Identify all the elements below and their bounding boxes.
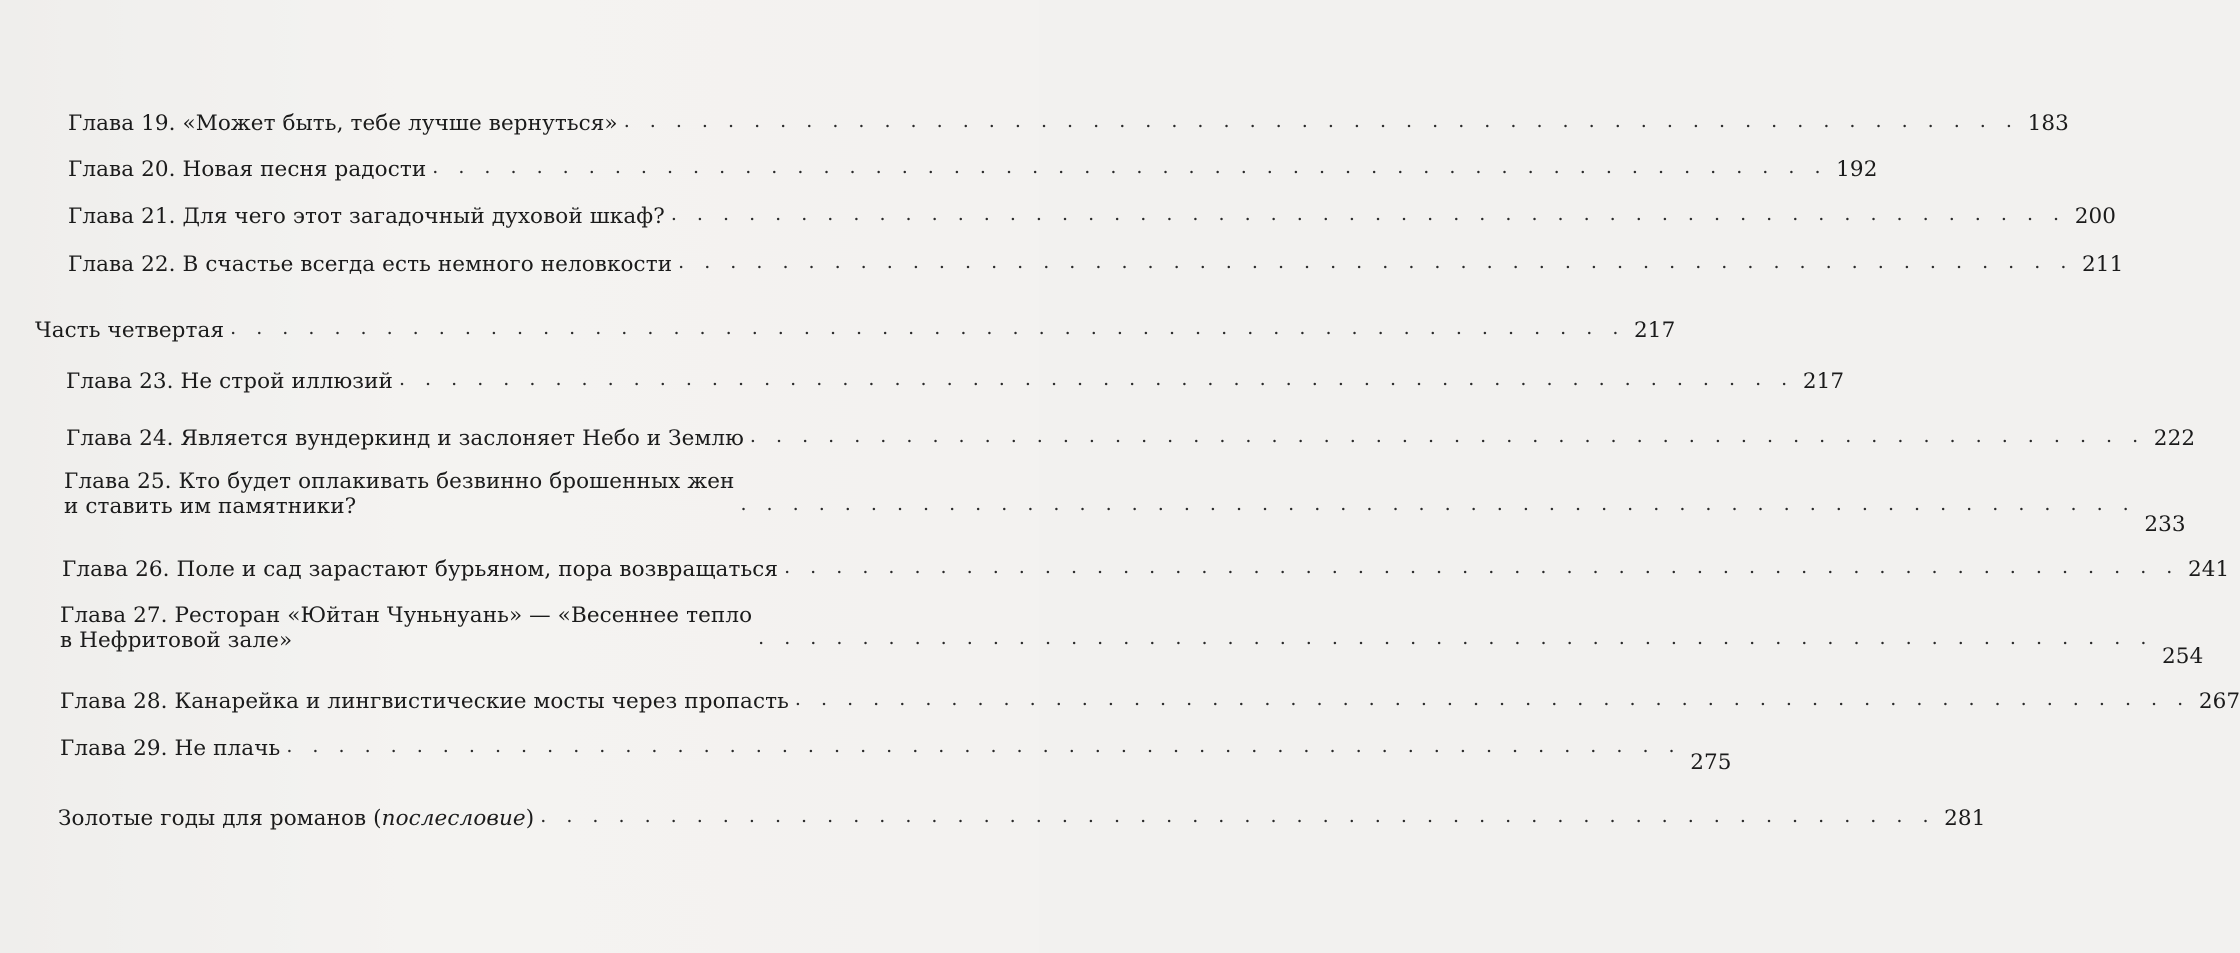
entry-page-number: 233 (2144, 512, 2186, 537)
dot-leader: . . . . . . . . . . . . . . . . . . . . . . . . . . . . . . . . . . . . . . . . . . . . . . . . . . . . . . (670, 203, 2067, 225)
toc-entry-chapter-24 (66, 425, 2196, 451)
entry-title (58, 806, 534, 831)
entry-page-number: 254 (2162, 644, 2204, 669)
toc-entry-part-four (35, 317, 1676, 343)
entry-page-number: 200 (2074, 204, 2117, 229)
entry-title-line-2: и ставить им памятники? (64, 494, 357, 519)
entry-title: Глава 23. Не строй иллюзий (66, 369, 393, 394)
entry-title: Глава 21. Для чего этот загадочный духовой шкаф? (68, 204, 665, 229)
entry-title: Глава 29. Не плачь (60, 736, 281, 761)
entry-title-line-2: в Нефритовой зале» (60, 628, 293, 653)
toc-entry-chapter-28 (60, 688, 2240, 714)
toc-entry-chapter-21 (68, 203, 2117, 229)
entry-title: Глава 24. Является вундеркинд и заслоняет Небо и Землю (66, 426, 744, 451)
dot-leader: . . . . . . . . . . . . . . . . . . . . . . . . . . . . . . . . . . . . . . . . . . . . . . . . . . . . . . (784, 556, 2180, 578)
toc-entry-chapter-19 (68, 110, 2069, 136)
dot-leader: . . . . . . . . . . . . . . . . . . . . . . . . . . . . . . . . . . . . . . . . . . . . . . . . . . . . . . (740, 493, 2136, 515)
toc-entry-chapter-20 (68, 156, 1878, 182)
entry-page-number: 183 (2027, 111, 2069, 136)
afterword-title-italic: послесловие (381, 806, 526, 831)
entry-page-number: 267 (2198, 689, 2240, 714)
entry-title-line-1: Глава 27. Ресторан «Юйтан Чуньнуань» — «Весеннее тепло (60, 603, 753, 628)
toc-entry-chapter-29 (60, 735, 1732, 775)
entry-title: Глава 22. В счастье всегда есть немного неловкости (68, 252, 673, 277)
entry-title: Глава 28. Канарейка и лингвистические мосты через пропасть (60, 689, 789, 714)
entry-title (64, 469, 734, 519)
dot-leader: . . . . . . . . . . . . . . . . . . . . . . . . . . . . . . . . . . . . . . . . . . . . . . . . . . . . . . (749, 425, 2146, 447)
entry-title: Глава 20. Новая песня радости (68, 157, 427, 182)
dot-leader: . . . . . . . . . . . . . . . . . . . . . . . . . . . . . . . . . . . . . . . . . . . . . . . . . . . . . . (286, 735, 1682, 757)
entry-page-number: 275 (1690, 750, 1732, 775)
entry-title-line-1: Глава 25. Кто будет оплакивать безвинно брошенных жен (64, 469, 735, 494)
toc-entry-chapter-27 (60, 603, 2204, 669)
entry-page-number: 217 (1802, 369, 1845, 394)
entry-title: Глава 26. Поле и сад зарастают бурьяном, пора возвращаться (62, 557, 779, 582)
dot-leader: . . . . . . . . . . . . . . . . . . . . . . . . . . . . . . . . . . . . . . . . . . . . . . . . . . . . . . (540, 805, 1936, 827)
entry-page-number: 241 (2187, 557, 2230, 582)
dot-leader: . . . . . . . . . . . . . . . . . . . . . . . . . . . . . . . . . . . . . . . . . . . . . . . . . . . . . . (623, 110, 2019, 132)
entry-page-number: 222 (2153, 426, 2196, 451)
dot-leader: . . . . . . . . . . . . . . . . . . . . . . . . . . . . . . . . . . . . . . . . . . . . . . . . . . . . . . (230, 317, 1626, 339)
entry-title: Глава 19. «Может быть, тебе лучше вернуться» (68, 111, 618, 136)
toc-entry-chapter-26 (62, 556, 2230, 582)
toc-entry-chapter-22 (68, 251, 2124, 277)
afterword-title-main: Золотые годы для романов ( (58, 806, 382, 831)
afterword-title-end: ) (525, 806, 535, 831)
part-title: Часть четвертая (35, 318, 225, 343)
entry-title (60, 603, 752, 653)
dot-leader: . . . . . . . . . . . . . . . . . . . . . . . . . . . . . . . . . . . . . . . . . . . . . . . . . . . . . . (794, 688, 2191, 710)
entry-page-number: 211 (2082, 252, 2124, 277)
entry-page-number: 281 (1944, 806, 1986, 831)
toc-entry-chapter-23 (66, 368, 1845, 394)
dot-leader: . . . . . . . . . . . . . . . . . . . . . . . . . . . . . . . . . . . . . . . . . . . . . . . . . . . . . . (398, 368, 1795, 390)
dot-leader: . . . . . . . . . . . . . . . . . . . . . . . . . . . . . . . . . . . . . . . . . . . . . . . . . . . . . . (678, 251, 2074, 273)
entry-page-number: 217 (1634, 318, 1676, 343)
toc-entry-chapter-25 (64, 469, 2186, 537)
entry-page-number: 192 (1836, 157, 1878, 182)
dot-leader: . . . . . . . . . . . . . . . . . . . . . . . . . . . . . . . . . . . . . . . . . . . . . . . . . . . . . . (758, 627, 2154, 649)
toc-entry-afterword (58, 805, 1986, 831)
dot-leader: . . . . . . . . . . . . . . . . . . . . . . . . . . . . . . . . . . . . . . . . . . . . . . . . . . . . . . (432, 156, 1828, 178)
